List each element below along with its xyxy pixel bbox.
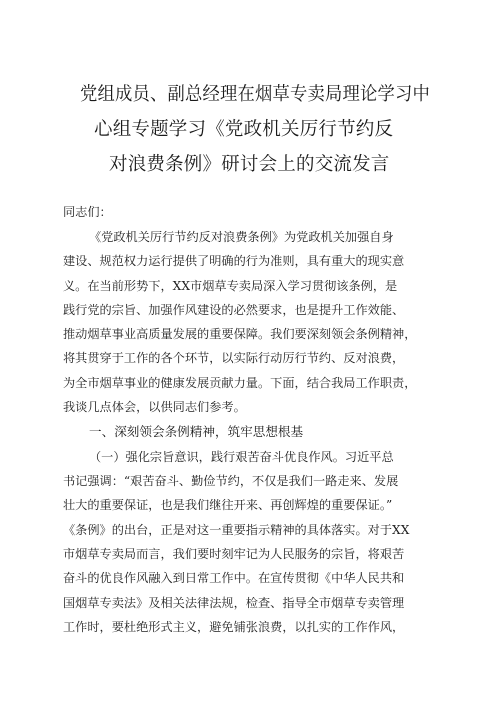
section-line: 壮大的重要保证，也是我们继往开来、再创辉煌的重要保证。” [63, 498, 393, 512]
section-line: 书记强调：“艰苦奋斗、勤俭节约，不仅是我们一路走来、发展 [63, 474, 399, 488]
section-line: 市烟草专卖局而言，我们要时刻牢记为人民服务的宗旨，将艰苦 [63, 547, 405, 561]
intro-line: 义。在当前形势下，XX市烟草专卖局深入学习贯彻该条例，是 [63, 279, 398, 293]
section-heading: 一、深刻领会条例精神，筑牢思想根基 [89, 424, 304, 439]
section-line: 工作时，要杜绝形式主义，避免铺张浪费，以扎实的工作作风， [63, 620, 405, 634]
intro-line: 将其贯穿于工作的各个环节，以实际行动厉行节约、反对浪费， [63, 351, 405, 365]
intro-line: 建设、规范权力运行提供了明确的行为准则，具有重大的现实意 [63, 254, 405, 268]
document-title-line-3: 对浪费条例》研讨会上的交流发言 [109, 154, 390, 175]
intro-line: 践行党的宗旨、加强作风建设的必然要求，也是提升工作效能、 [63, 303, 405, 317]
intro-line: 《党政机关厉行节约反对浪费条例》为党政机关加强自身 [89, 230, 394, 244]
section-line: 国烟草专卖法》及相关法律法规，检查、指导全市烟草专卖管理 [63, 596, 405, 610]
section-line: （一）强化宗旨意识，践行艰苦奋斗优良作风。习近平总 [89, 450, 394, 464]
intro-line: 为全市烟草事业的健康发展贡献力量。下面，结合我局工作职责， [63, 376, 417, 390]
intro-line: 我谈几点体会，以供同志们参考。 [63, 400, 246, 414]
salutation: 同志们： [63, 205, 112, 219]
section-line: 《条例》的出台，正是对这一重要指示精神的具体落实。对于XX [63, 523, 410, 537]
document-title-line-2: 心组专题学习《党政机关厉行节约反 [94, 119, 394, 140]
document-title-line-1: 党组成员、副总经理在烟草专卖局理论学习中 [80, 84, 431, 105]
section-line: 奋斗的优良作风融入到日常工作中。在宣传贯彻《中华人民共和 [63, 571, 405, 585]
intro-line: 推动烟草事业高质量发展的重要保障。我们要深刻领会条例精神， [63, 327, 417, 341]
